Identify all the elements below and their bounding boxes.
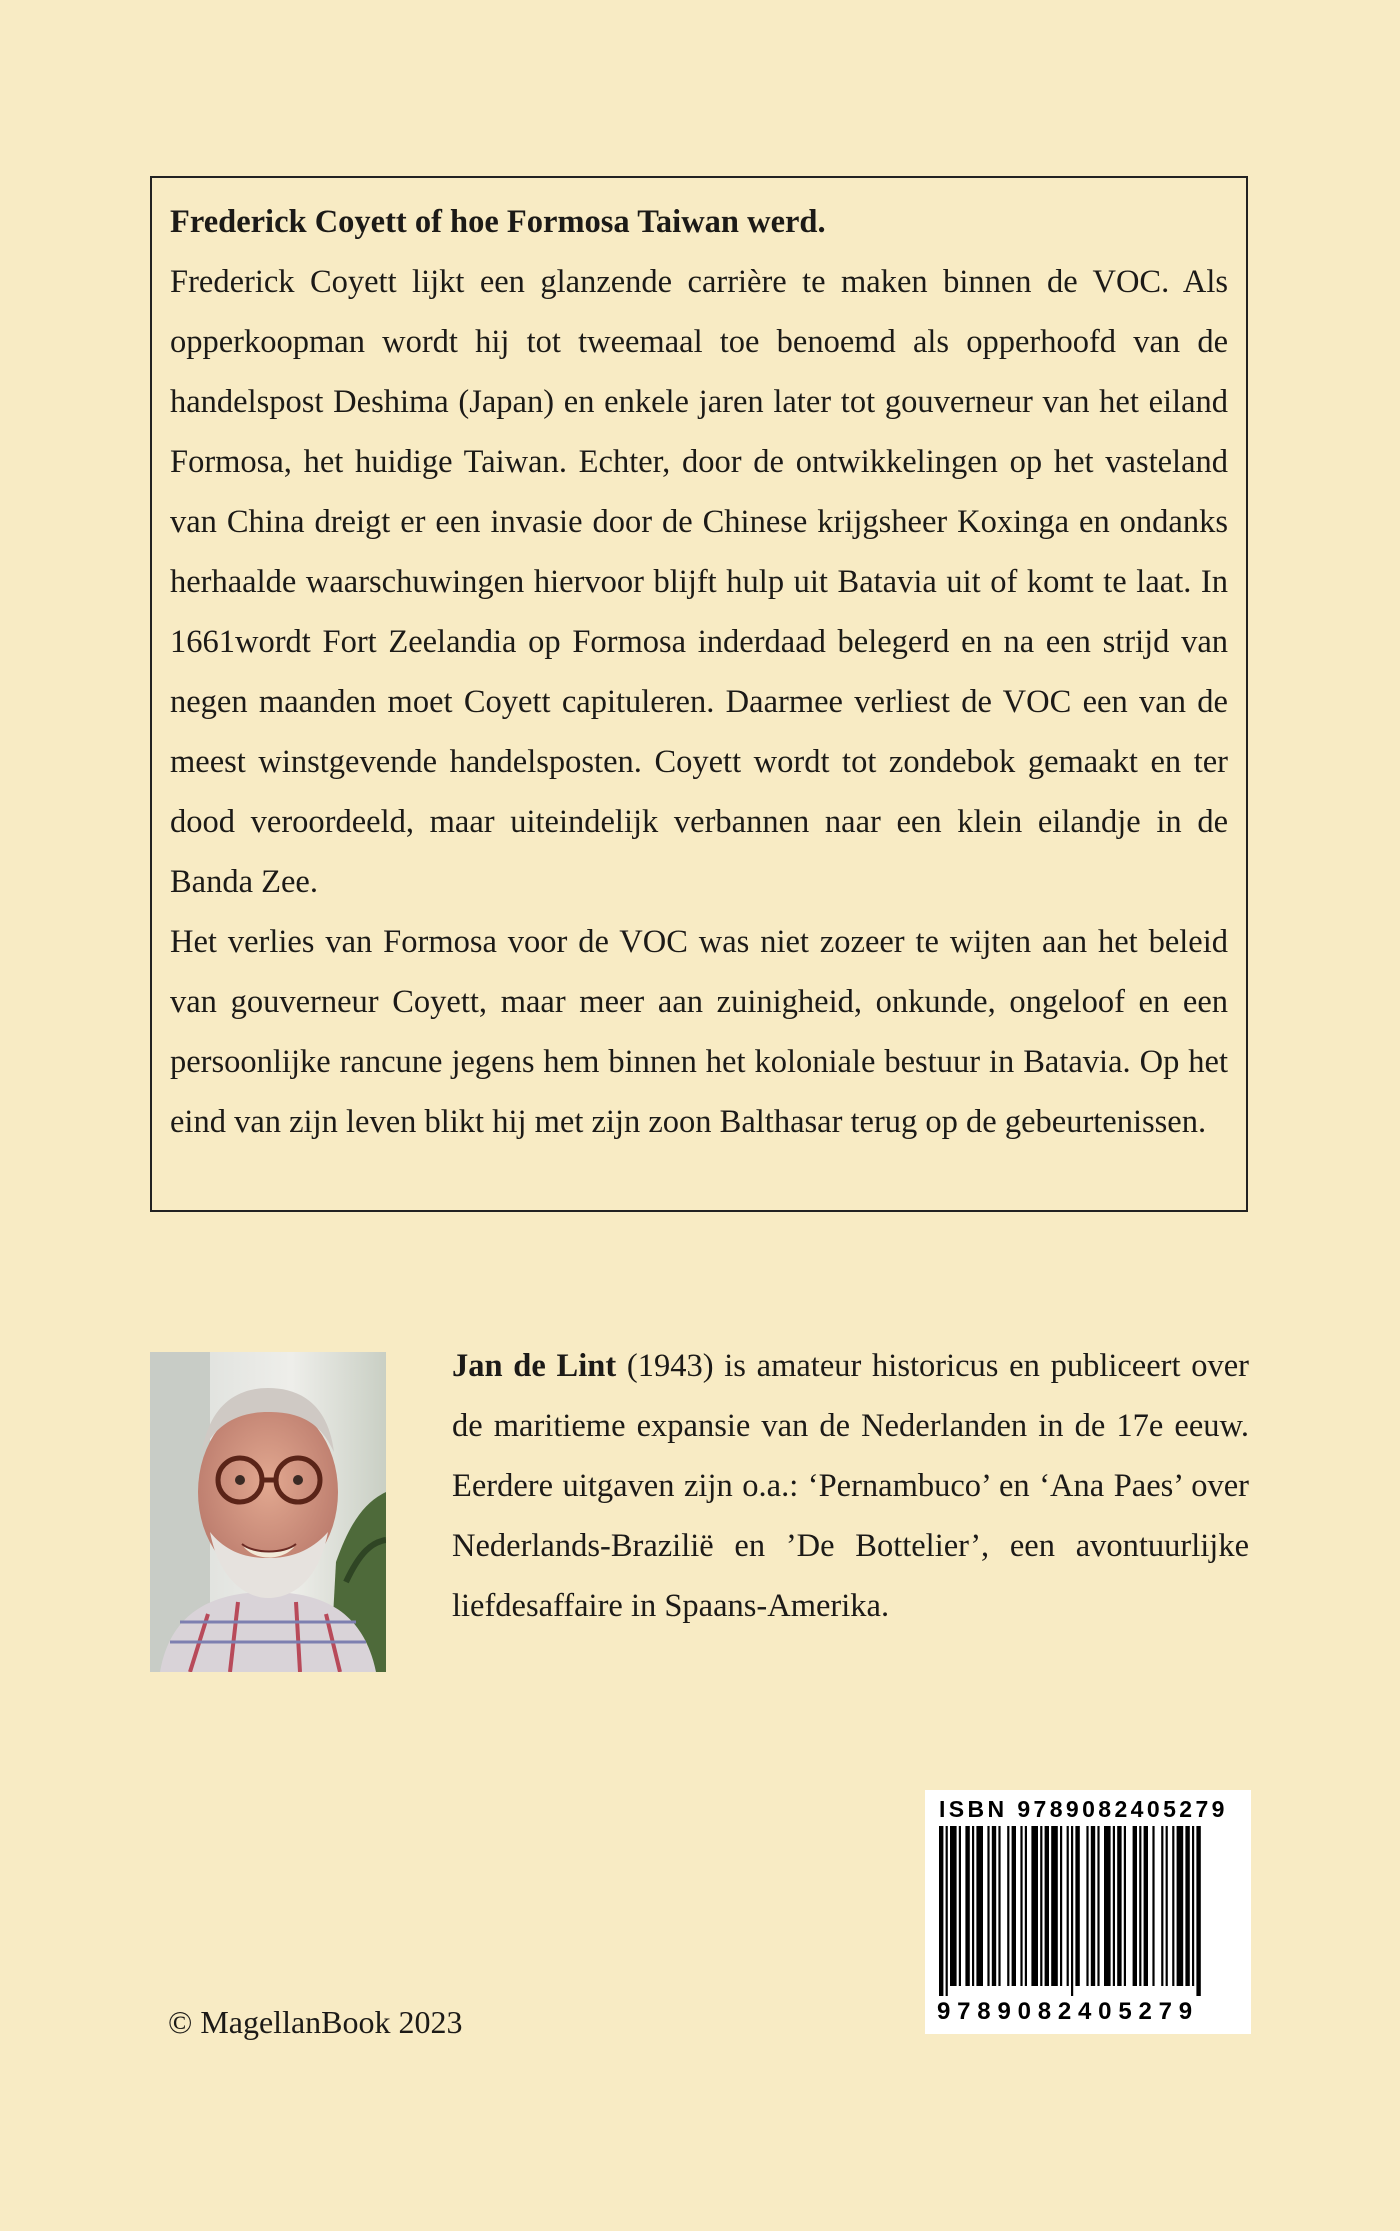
barcode-bar: [1031, 1826, 1038, 1986]
barcode-bar: [965, 1826, 969, 1986]
barcode-bar: [1124, 1826, 1126, 1986]
barcode-bar: [1133, 1826, 1137, 1986]
author-bio: [452, 1336, 1249, 1636]
barcode-bar: [959, 1826, 961, 1986]
barcode-bar: [1139, 1826, 1141, 1986]
barcode-bar: [1196, 1826, 1200, 1996]
barcode-bar: [1185, 1826, 1189, 1986]
author-name: Jan de Lint: [452, 1348, 617, 1384]
barcode-bar: [1117, 1826, 1121, 1986]
barcode-bar: [1172, 1826, 1174, 1986]
blurb-title: Frederick Coyett of hoe Formosa Taiwan werd.: [170, 204, 826, 240]
barcode-bar: [1104, 1826, 1111, 1986]
barcode-bar: [1060, 1826, 1062, 1986]
blurb-box: [150, 176, 1248, 1212]
barcode-bar: [1067, 1826, 1069, 1986]
barcode-bar: [1113, 1826, 1115, 1986]
barcode-bar: [950, 1826, 957, 1986]
barcode-bar: [1071, 1826, 1073, 1996]
barcode-bar: [939, 1826, 943, 1996]
copyright-notice: © MagellanBook 2023: [168, 2004, 463, 2040]
barcode-bars: [937, 1826, 1239, 1996]
barcode-bar: [987, 1826, 989, 1986]
author-photo: [150, 1352, 386, 1672]
isbn-barcode: [925, 1790, 1251, 2034]
barcode-bar: [1075, 1826, 1079, 1986]
barcode-bar: [1020, 1826, 1022, 1986]
barcode-digits: 9789082405279: [937, 1998, 1199, 2025]
author-portrait-illustration: [150, 1352, 386, 1672]
blurb-paragraph-2: Het verlies van Formosa voor de VOC was niet zozeer te wijten aan het beleid van gouverneur Coyett, maar meer aan zuinigheid, onkunde, ongeloof en een persoonlijke rancune jegens hem binnen het koloniale bestuur in Batavia. Op het eind van zijn leven blikt hij met zijn zoon Balthasar terug op de gebeurtenissen.: [170, 924, 1228, 1140]
barcode-bar: [972, 1826, 974, 1986]
barcode-bar: [1166, 1826, 1168, 1986]
barcode-bar: [946, 1826, 948, 1996]
barcode-bar: [1192, 1826, 1194, 1986]
barcode-bar: [1040, 1826, 1042, 1986]
blurb-paragraph-1: Frederick Coyett lijkt een glanzende carrière te maken binnen de VOC. Als opperkoopman wordt hij tot tweemaal toe benoemd als opperhoofd van de handelspost Deshima (Japan) en enkele jaren later tot gouverneur van het eiland Formosa, het huidige Taiwan. Echter, door de ontwikkelingen op het vasteland van China dreigt er een invasie door de Chinese krijgsheer Koxinga en ondanks herhaalde waarschuwingen hiervoor blijft hulp uit Batavia uit of komt te laat. In 1661wordt Fort Zeelandia op Formosa inderdaad belegerd en na een strijd van negen maanden moet Coyett capituleren. Daarmee verliest de VOC een van de meest winstgevende handelsposten. Coyett wordt tot zondebok gemaakt en ter dood veroordeeld, maar uiteindelijk verbannen naar een klein eilandje in de Banda Zee.: [170, 264, 1228, 900]
barcode-bar: [1161, 1826, 1163, 1986]
barcode-bar: [1045, 1826, 1049, 1986]
barcode-bar: [1007, 1826, 1009, 1986]
barcode-isbn-label: ISBN 9789082405279: [939, 1796, 1228, 1822]
barcode-bar: [1097, 1826, 1099, 1986]
barcode-bar: [1144, 1826, 1148, 1986]
barcode-bar: [1012, 1826, 1016, 1986]
barcode-bar: [998, 1826, 1000, 1986]
barcode-bar: [1086, 1826, 1088, 1986]
barcode-bar: [1051, 1826, 1058, 1986]
barcode-bar: [1152, 1826, 1154, 1986]
barcode-bar: [1091, 1826, 1095, 1986]
barcode-bar: [992, 1826, 996, 1986]
barcode-bar: [1025, 1826, 1027, 1986]
author-bio-text: (1943) is amateur historicus en publiceert over de maritieme expansie van de Nederlanden in de 17e eeuw. Eerdere uitgaven zijn o.a.: ‘Pernambuco’ en ‘Ana Paes’ over Nederlands-Brazilië en ’De Bottelier’, een avontuurlijke liefdesaffaire in Spaans-Amerika.: [452, 1348, 1249, 1624]
barcode-bar: [976, 1826, 983, 1986]
barcode-bar: [1177, 1826, 1184, 1986]
